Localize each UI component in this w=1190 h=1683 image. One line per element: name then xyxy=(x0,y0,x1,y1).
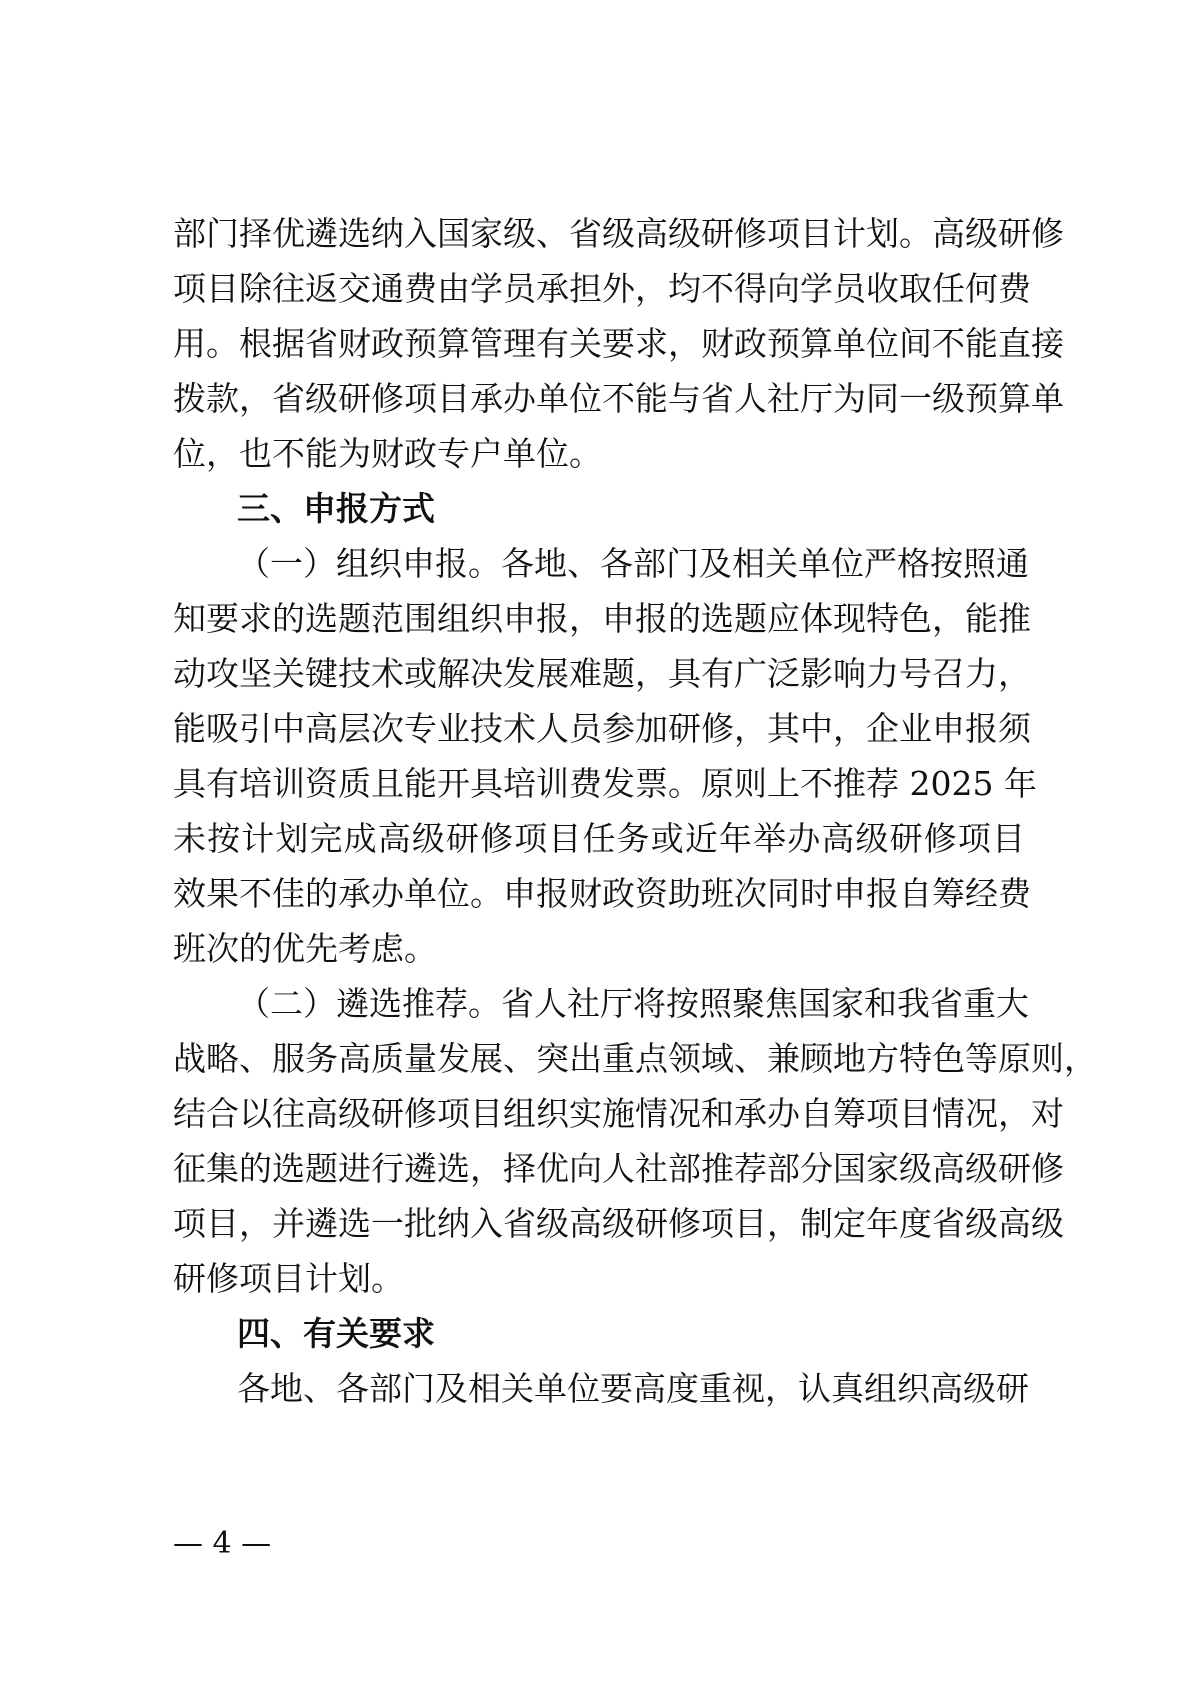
text-line: 研修项目计划。 xyxy=(173,1259,404,1298)
text-line: （二）遴选推荐。省人社厅将按照聚焦国家和我省重大 xyxy=(237,984,1029,1023)
text-line: 各地、各部门及相关单位要高度重视，认真组织高级研 xyxy=(237,1369,1029,1408)
text-line: 用。根据省财政预算管理有关要求，财政预算单位间不能直接 xyxy=(173,324,1064,363)
text-line: 效果不佳的承办单位。申报财政资助班次同时申报自筹经费 xyxy=(173,874,1031,913)
text-line: 拨款，省级研修项目承办单位不能与省人社厅为同一级预算单 xyxy=(173,379,1064,418)
text-line: 未按计划完成高级研修项目任务或近年举办高级研修项目 xyxy=(173,819,1025,858)
text-line: 动攻坚关键技术或解决发展难题，具有广泛影响力号召力， xyxy=(173,654,1031,693)
text-line: 征集的选题进行遴选，择优向人社部推荐部分国家级高级研修 xyxy=(173,1149,1064,1188)
text-line: 具有培训资质且能开具培训费发票。原则上不推荐 2025 年 xyxy=(173,764,1037,803)
text-line: 能吸引中高层次专业技术人员参加研修，其中，企业申报须 xyxy=(173,709,1031,748)
section-heading: 四、有关要求 xyxy=(237,1314,435,1353)
page-number: — 4 — xyxy=(173,1526,272,1561)
section-heading: 三、申报方式 xyxy=(237,489,435,528)
text-line: 项目，并遴选一批纳入省级高级研修项目，制定年度省级高级 xyxy=(173,1204,1064,1243)
text-line: 班次的优先考虑。 xyxy=(173,929,437,968)
text-line: 结合以往高级研修项目组织实施情况和承办自筹项目情况，对 xyxy=(173,1094,1064,1133)
text-line: 部门择优遴选纳入国家级、省级高级研修项目计划。高级研修 xyxy=(173,214,1064,253)
text-line: 战略、服务高质量发展、突出重点领域、兼顾地方特色等原则， xyxy=(173,1039,1097,1078)
text-line: 位，也不能为财政专户单位。 xyxy=(173,434,602,473)
text-line: 知要求的选题范围组织申报，申报的选题应体现特色，能推 xyxy=(173,599,1031,638)
text-line: 项目除往返交通费由学员承担外，均不得向学员收取任何费 xyxy=(173,269,1031,308)
text-line: （一）组织申报。各地、各部门及相关单位严格按照通 xyxy=(237,544,1029,583)
